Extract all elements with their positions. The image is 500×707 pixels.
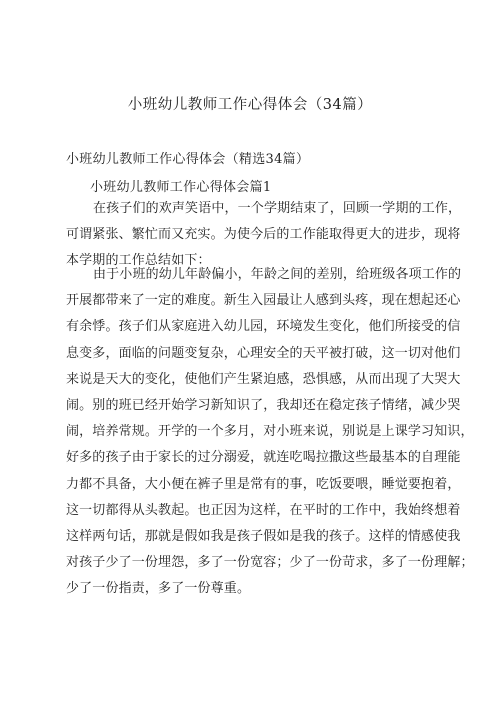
section-heading: 小班幼儿教师工作心得体会篇1 <box>90 180 272 195</box>
paragraph-line: 有余悸。孩子们从家庭进入幼儿园，环境发生变化，他们所接受的信 <box>66 319 461 335</box>
paragraph-2 <box>66 262 474 603</box>
paragraph-line: 闹，培养常规。开学的一个多月，对小班来说，别说是上课学习知识， <box>66 424 474 440</box>
paragraph-line: 在孩子们的欢声笑语中，一个学期结束了，回顾一学期的工作， <box>93 201 462 216</box>
paragraph-line: 由于小班的幼儿年龄偏小，年龄之间的差别，给班级各项工作的 <box>93 267 462 282</box>
paragraph-line: 这一切都得从头教起。也正因为这样，在平时的工作中，我始终想着 <box>66 502 461 518</box>
paragraph-line: 少了一份指责，多了一份尊重。 <box>66 581 251 597</box>
paragraph-line: 力都不具备，大小便在裤子里是常有的事，吃饭要喂，睡觉要抱着， <box>66 476 461 492</box>
paragraph-line: 来说是天大的变化，使他们产生紧迫感，恐惧感，从而出现了大哭大 <box>66 371 461 387</box>
paragraph-line: 对孩子少了一份埋怨，多了一份宽容；少了一份苛求，多了一份理解； <box>66 555 474 571</box>
paragraph-line: 开展都带来了一定的难度。新生入园最让人感到头疼，现在想起还心 <box>66 293 461 309</box>
paragraph-line: 闹。别的班已经开始学习新知识了，我却还在稳定孩子情绪，减少哭 <box>66 398 461 414</box>
paragraph-line: 本学期的工作总结如下： <box>66 253 211 269</box>
paragraph-line: 这样两句话，那就是假如我是孩子假如是我的孩子。这样的情感使我 <box>66 529 461 545</box>
paragraph-line: 息变多，面临的问题变复杂，心理安全的天平被打破，这一切对他们 <box>66 345 461 361</box>
paragraph-line: 可谓紧张、繁忙而又充实。为使今后的工作能取得更大的进步，现将 <box>66 227 461 243</box>
document-subtitle: 小班幼儿教师工作心得体会（精选34篇） <box>66 152 310 167</box>
document-title: 小班幼儿教师工作心得体会（34篇） <box>127 97 373 113</box>
paragraph-line: 好多的孩子由于家长的过分溺爱，就连吃喝拉撒这些最基本的自理能 <box>66 450 461 466</box>
